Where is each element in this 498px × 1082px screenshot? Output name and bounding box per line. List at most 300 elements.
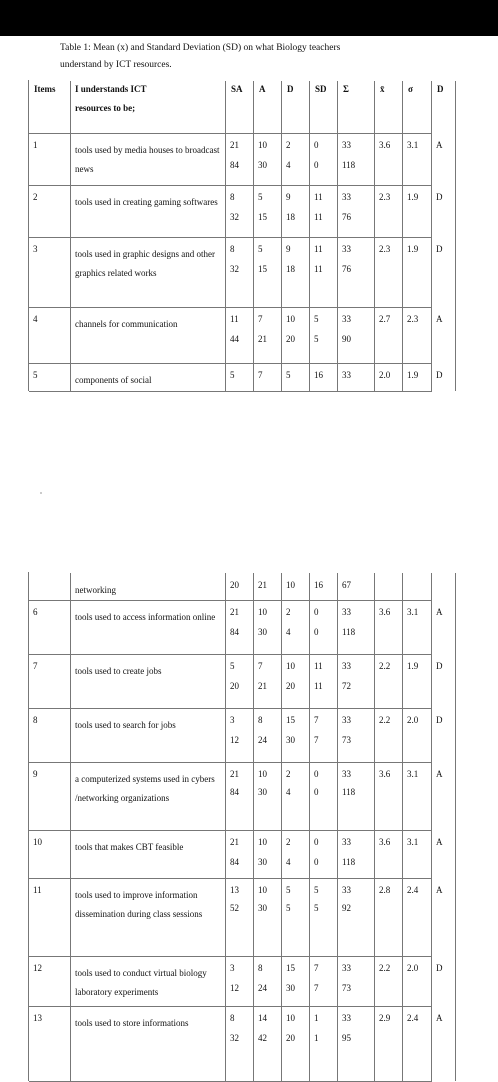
description-header-line-2: resources to be;	[75, 103, 136, 113]
d-value-frequency: 10	[286, 314, 295, 324]
mean-header	[375, 81, 403, 133]
sigma-value: 3.1	[407, 607, 419, 617]
sd-cell	[310, 830, 338, 878]
mean-cell	[375, 185, 403, 237]
sum-cell	[338, 956, 375, 1006]
sigma-cell	[403, 185, 432, 237]
d-value-weighted: 30	[286, 983, 295, 993]
table-row	[29, 1006, 443, 1082]
sum-value-frequency: 33	[342, 314, 351, 324]
d-cell	[282, 237, 310, 307]
decision-cell	[432, 956, 456, 1006]
mean-value: 2.8	[379, 885, 391, 895]
sigma-cell	[403, 830, 432, 878]
d-cell	[282, 654, 310, 708]
item-number: 6	[33, 607, 38, 617]
a-cell	[254, 307, 282, 363]
item-description: tools used by media houses to broadcast news	[75, 145, 220, 174]
item-cell	[29, 573, 71, 600]
sa-value-frequency: 5	[230, 661, 235, 671]
sd-value-frequency: 0	[314, 607, 319, 617]
sd-cell	[310, 363, 338, 391]
d-header	[282, 81, 310, 133]
sum-value-frequency: 33	[342, 1013, 351, 1023]
sa-value-weighted: 12	[230, 735, 239, 745]
d-value-frequency: 5	[286, 370, 291, 380]
caption-line-2: understand by ICT resources.	[60, 60, 172, 70]
sd-value-frequency: 11	[314, 661, 323, 671]
sum-value-frequency: 33	[342, 244, 351, 254]
sum-cell	[338, 237, 375, 307]
table-row	[29, 600, 443, 655]
item-cell	[29, 600, 71, 654]
item-cell	[29, 830, 71, 878]
sa-value-frequency: 21	[230, 607, 239, 617]
sd-cell	[310, 307, 338, 363]
sum-cell	[338, 307, 375, 363]
sd-cell	[310, 573, 338, 600]
a-cell	[254, 878, 282, 956]
d-cell	[282, 956, 310, 1006]
sigma-cell	[403, 363, 432, 391]
sd-value-weighted: 5	[314, 334, 319, 344]
sa-cell	[226, 185, 254, 237]
sd-value-frequency: 5	[314, 885, 319, 895]
sa-value-frequency: 8	[230, 192, 235, 202]
mean-cell	[375, 956, 403, 1006]
sum-cell	[338, 878, 375, 956]
sa-value-weighted: 84	[230, 160, 239, 170]
d-cell	[282, 708, 310, 762]
decision-cell	[432, 133, 456, 185]
a-value-frequency: 7	[258, 370, 263, 380]
sa-cell	[226, 1006, 254, 1081]
sa-header-label: SA	[231, 84, 243, 94]
a-value-weighted: 21	[258, 334, 267, 344]
decision-value: A	[436, 885, 443, 895]
d-value-frequency: 10	[286, 580, 295, 590]
table-row	[29, 133, 443, 186]
sigma-value: 2.4	[407, 885, 419, 895]
a-cell	[254, 956, 282, 1006]
sigma-cell	[403, 878, 432, 956]
sa-cell	[226, 762, 254, 830]
d-value-weighted: 18	[286, 212, 295, 222]
a-cell	[254, 600, 282, 654]
sd-value-weighted: 7	[314, 983, 319, 993]
sd-cell	[310, 133, 338, 185]
mean-value: 3.6	[379, 769, 391, 779]
item-description: components of social	[75, 375, 152, 385]
decision-cell	[432, 363, 456, 391]
decision-cell	[432, 185, 456, 237]
a-cell	[254, 133, 282, 185]
sa-value-weighted: 84	[230, 787, 239, 797]
d-value-frequency: 2	[286, 140, 291, 150]
mean-cell	[375, 1006, 403, 1081]
table-page-1	[28, 80, 444, 391]
sa-value-frequency: 5	[230, 370, 235, 380]
item-cell	[29, 762, 71, 830]
sum-header-label: Σ	[343, 84, 349, 94]
sum-value-weighted: 118	[342, 627, 356, 637]
sd-value-frequency: 16	[314, 580, 323, 590]
item-number: 7	[33, 661, 38, 671]
decision-header	[432, 81, 456, 133]
item-description: tools used in graphic designs and other graphics related works	[75, 249, 215, 278]
mean-value: 2.3	[379, 192, 391, 202]
sa-value-frequency: 20	[230, 580, 239, 590]
sigma-cell	[403, 956, 432, 1006]
sd-value-frequency: 7	[314, 715, 319, 725]
d-value-frequency: 2	[286, 837, 291, 847]
sigma-value: 1.9	[407, 370, 419, 380]
table-row	[29, 654, 443, 709]
sum-value-frequency: 33	[342, 607, 351, 617]
sigma-header	[403, 81, 432, 133]
sum-value-weighted: 76	[342, 212, 351, 222]
d-value-frequency: 10	[286, 1013, 295, 1023]
d-value-weighted: 20	[286, 1033, 295, 1043]
sa-value-weighted: 32	[230, 264, 239, 274]
mean-value: 2.2	[379, 661, 391, 671]
mean-cell	[375, 307, 403, 363]
decision-value: A	[436, 314, 443, 324]
decision-cell	[432, 237, 456, 307]
sum-value-weighted: 73	[342, 735, 351, 745]
d-value-weighted: 4	[286, 627, 291, 637]
a-value-frequency: 7	[258, 314, 263, 324]
a-value-frequency: 8	[258, 963, 263, 973]
sd-value-weighted: 11	[314, 681, 323, 691]
sa-cell	[226, 878, 254, 956]
a-value-frequency: 21	[258, 580, 267, 590]
decision-cell	[432, 708, 456, 762]
description-cell	[71, 1006, 226, 1081]
table-row	[29, 185, 443, 238]
sa-value-weighted: 44	[230, 334, 239, 344]
mean-value: 3.6	[379, 140, 391, 150]
a-cell	[254, 185, 282, 237]
mean-cell	[375, 654, 403, 708]
top-black-bar	[0, 0, 498, 36]
sa-cell	[226, 237, 254, 307]
description-cell	[71, 363, 226, 391]
sigma-cell	[403, 1006, 432, 1081]
sa-value-weighted: 84	[230, 627, 239, 637]
item-description: tools used to improve information dissemination during class sessions	[75, 890, 203, 919]
sum-header	[338, 81, 375, 133]
sa-cell	[226, 573, 254, 600]
sa-value-weighted: 52	[230, 903, 239, 913]
a-value-frequency: 10	[258, 607, 267, 617]
mean-cell	[375, 830, 403, 878]
sigma-value: 1.9	[407, 244, 419, 254]
item-description: tools used to store informations	[75, 1018, 189, 1028]
decision-value: D	[436, 715, 443, 725]
sigma-value: 3.1	[407, 837, 419, 847]
sa-value-frequency: 21	[230, 140, 239, 150]
sd-cell	[310, 956, 338, 1006]
sum-value-frequency: 33	[342, 715, 351, 725]
sum-cell	[338, 1006, 375, 1081]
sd-value-frequency: 11	[314, 244, 323, 254]
item-number: 5	[33, 370, 38, 380]
item-number: 13	[33, 1013, 42, 1023]
table-row	[29, 237, 443, 308]
a-value-weighted: 30	[258, 787, 267, 797]
decision-value: A	[436, 837, 443, 847]
table-row	[29, 956, 443, 1007]
sum-value-weighted: 76	[342, 264, 351, 274]
sum-value-weighted: 72	[342, 681, 351, 691]
d-value-weighted: 4	[286, 787, 291, 797]
sd-value-frequency: 7	[314, 963, 319, 973]
a-cell	[254, 654, 282, 708]
decision-cell	[432, 573, 456, 600]
mean-value: 2.2	[379, 715, 391, 725]
sum-value-frequency: 33	[342, 885, 351, 895]
sa-value-frequency: 8	[230, 1013, 235, 1023]
a-cell	[254, 237, 282, 307]
item-cell	[29, 363, 71, 391]
item-cell	[29, 1006, 71, 1081]
decision-cell	[432, 307, 456, 363]
sd-value-weighted: 0	[314, 160, 319, 170]
table-page-2	[28, 572, 443, 1081]
mean-cell	[375, 133, 403, 185]
description-cell	[71, 237, 226, 307]
sd-value-weighted: 0	[314, 857, 319, 867]
sigma-header-label: σ	[408, 84, 413, 94]
sa-cell	[226, 956, 254, 1006]
sd-cell	[310, 1006, 338, 1081]
a-value-weighted: 30	[258, 627, 267, 637]
mean-value: 2.3	[379, 244, 391, 254]
item-description: networking	[75, 585, 116, 595]
item-description: tools used to search for jobs	[75, 720, 176, 730]
sum-value-weighted: 118	[342, 787, 356, 797]
sum-value-weighted: 95	[342, 1033, 351, 1043]
sa-cell	[226, 708, 254, 762]
d-cell	[282, 830, 310, 878]
mean-cell	[375, 878, 403, 956]
sum-value-weighted: 73	[342, 983, 351, 993]
sigma-value: 3.1	[407, 140, 419, 150]
description-cell	[71, 133, 226, 185]
d-cell	[282, 573, 310, 600]
a-value-frequency: 10	[258, 769, 267, 779]
decision-value: D	[436, 661, 443, 671]
sigma-cell	[403, 600, 432, 654]
sa-cell	[226, 363, 254, 391]
item-cell	[29, 237, 71, 307]
a-value-frequency: 8	[258, 715, 263, 725]
sum-cell	[338, 830, 375, 878]
decision-value: A	[436, 140, 443, 150]
sum-value-frequency: 33	[342, 963, 351, 973]
item-number: 2	[33, 192, 38, 202]
sd-value-frequency: 16	[314, 370, 323, 380]
item-cell	[29, 654, 71, 708]
sd-cell	[310, 708, 338, 762]
a-value-weighted: 24	[258, 735, 267, 745]
d-cell	[282, 133, 310, 185]
sigma-cell	[403, 133, 432, 185]
sum-cell	[338, 573, 375, 600]
sa-cell	[226, 307, 254, 363]
sd-header-label: SD	[315, 84, 327, 94]
decision-cell	[432, 830, 456, 878]
a-value-frequency: 10	[258, 837, 267, 847]
sa-cell	[226, 600, 254, 654]
a-value-weighted: 15	[258, 212, 267, 222]
d-value-frequency: 9	[286, 192, 291, 202]
page-artifact-dot	[40, 492, 42, 494]
table-row	[29, 363, 443, 392]
sum-value-frequency: 33	[342, 370, 351, 380]
decision-cell	[432, 762, 456, 830]
mean-value: 2.0	[379, 370, 391, 380]
item-description: tools used to conduct virtual biology laboratory experiments	[75, 968, 207, 997]
sum-value-weighted: 118	[342, 160, 356, 170]
d-cell	[282, 185, 310, 237]
a-cell	[254, 830, 282, 878]
sd-value-frequency: 0	[314, 140, 319, 150]
item-number: 12	[33, 963, 42, 973]
d-value-weighted: 30	[286, 735, 295, 745]
sum-value-weighted: 118	[342, 857, 356, 867]
a-cell	[254, 1006, 282, 1081]
d-value-frequency: 2	[286, 607, 291, 617]
decision-cell	[432, 600, 456, 654]
sd-value-weighted: 0	[314, 627, 319, 637]
decision-value: D	[436, 192, 443, 202]
sa-value-weighted: 32	[230, 212, 239, 222]
description-cell	[71, 708, 226, 762]
d-cell	[282, 307, 310, 363]
item-description: channels for communication	[75, 319, 178, 329]
sd-value-weighted: 1	[314, 1033, 319, 1043]
sum-cell	[338, 762, 375, 830]
sa-value-frequency: 3	[230, 715, 235, 725]
decision-cell	[432, 878, 456, 956]
table-row	[29, 762, 443, 831]
sa-header	[226, 81, 254, 133]
mean-value: 2.7	[379, 314, 391, 324]
a-value-weighted: 24	[258, 983, 267, 993]
description-cell	[71, 573, 226, 600]
sd-header	[310, 81, 338, 133]
table-row	[29, 307, 443, 364]
sd-cell	[310, 600, 338, 654]
description-cell	[71, 762, 226, 830]
table-header-row	[29, 81, 444, 134]
sigma-cell	[403, 237, 432, 307]
sigma-value: 2.0	[407, 715, 419, 725]
sigma-value: 2.3	[407, 314, 419, 324]
a-header	[254, 81, 282, 133]
d-value-weighted: 20	[286, 334, 295, 344]
d-value-weighted: 4	[286, 160, 291, 170]
a-value-weighted: 42	[258, 1033, 267, 1043]
a-value-frequency: 14	[258, 1013, 267, 1023]
sa-cell	[226, 654, 254, 708]
d-value-weighted: 5	[286, 903, 291, 913]
a-value-frequency: 10	[258, 140, 267, 150]
items-header	[29, 81, 71, 133]
a-cell	[254, 363, 282, 391]
sa-cell	[226, 830, 254, 878]
item-description: tools used to access information online	[75, 612, 216, 622]
a-value-weighted: 21	[258, 681, 267, 691]
sigma-value: 2.0	[407, 963, 419, 973]
d-value-weighted: 18	[286, 264, 295, 274]
description-cell	[71, 878, 226, 956]
item-description: tools that makes CBT feasible	[75, 842, 184, 852]
a-value-frequency: 5	[258, 192, 263, 202]
mean-cell	[375, 237, 403, 307]
sd-value-weighted: 0	[314, 787, 319, 797]
caption-line-1: Table 1: Mean (x) and Standard Deviation (SD) on what Biology teachers	[60, 43, 341, 53]
sigma-cell	[403, 708, 432, 762]
description-cell	[71, 654, 226, 708]
sd-value-weighted: 5	[314, 903, 319, 913]
sd-cell	[310, 762, 338, 830]
sd-value-frequency: 11	[314, 192, 323, 202]
a-cell	[254, 762, 282, 830]
sa-value-frequency: 21	[230, 837, 239, 847]
d-value-weighted: 20	[286, 681, 295, 691]
sd-value-frequency: 5	[314, 314, 319, 324]
sigma-value: 1.9	[407, 661, 419, 671]
sd-value-frequency: 1	[314, 1013, 319, 1023]
sd-value-frequency: 0	[314, 769, 319, 779]
item-cell	[29, 185, 71, 237]
description-cell	[71, 956, 226, 1006]
decision-value: D	[436, 244, 443, 254]
item-description: tools used to create jobs	[75, 666, 162, 676]
sum-value-frequency: 33	[342, 192, 351, 202]
item-number: 8	[33, 715, 38, 725]
mean-value: 3.6	[379, 837, 391, 847]
sigma-cell	[403, 762, 432, 830]
decision-cell	[432, 1006, 456, 1081]
sd-cell	[310, 654, 338, 708]
sa-value-weighted: 84	[230, 857, 239, 867]
table-row	[29, 708, 443, 763]
sd-cell	[310, 185, 338, 237]
sa-value-frequency: 8	[230, 244, 235, 254]
decision-value: A	[436, 769, 443, 779]
d-cell	[282, 762, 310, 830]
sd-cell	[310, 237, 338, 307]
item-number: 3	[33, 244, 38, 254]
decision-cell	[432, 654, 456, 708]
table-row	[29, 878, 443, 957]
d-value-frequency: 9	[286, 244, 291, 254]
sa-value-weighted: 20	[230, 681, 239, 691]
table-row	[29, 573, 432, 601]
sum-cell	[338, 600, 375, 654]
d-cell	[282, 878, 310, 956]
decision-header-label: D	[437, 84, 444, 94]
a-cell	[254, 708, 282, 762]
sa-value-weighted: 32	[230, 1033, 239, 1043]
sigma-value: 3.1	[407, 769, 419, 779]
item-number: 1	[33, 140, 38, 150]
d-cell	[282, 600, 310, 654]
